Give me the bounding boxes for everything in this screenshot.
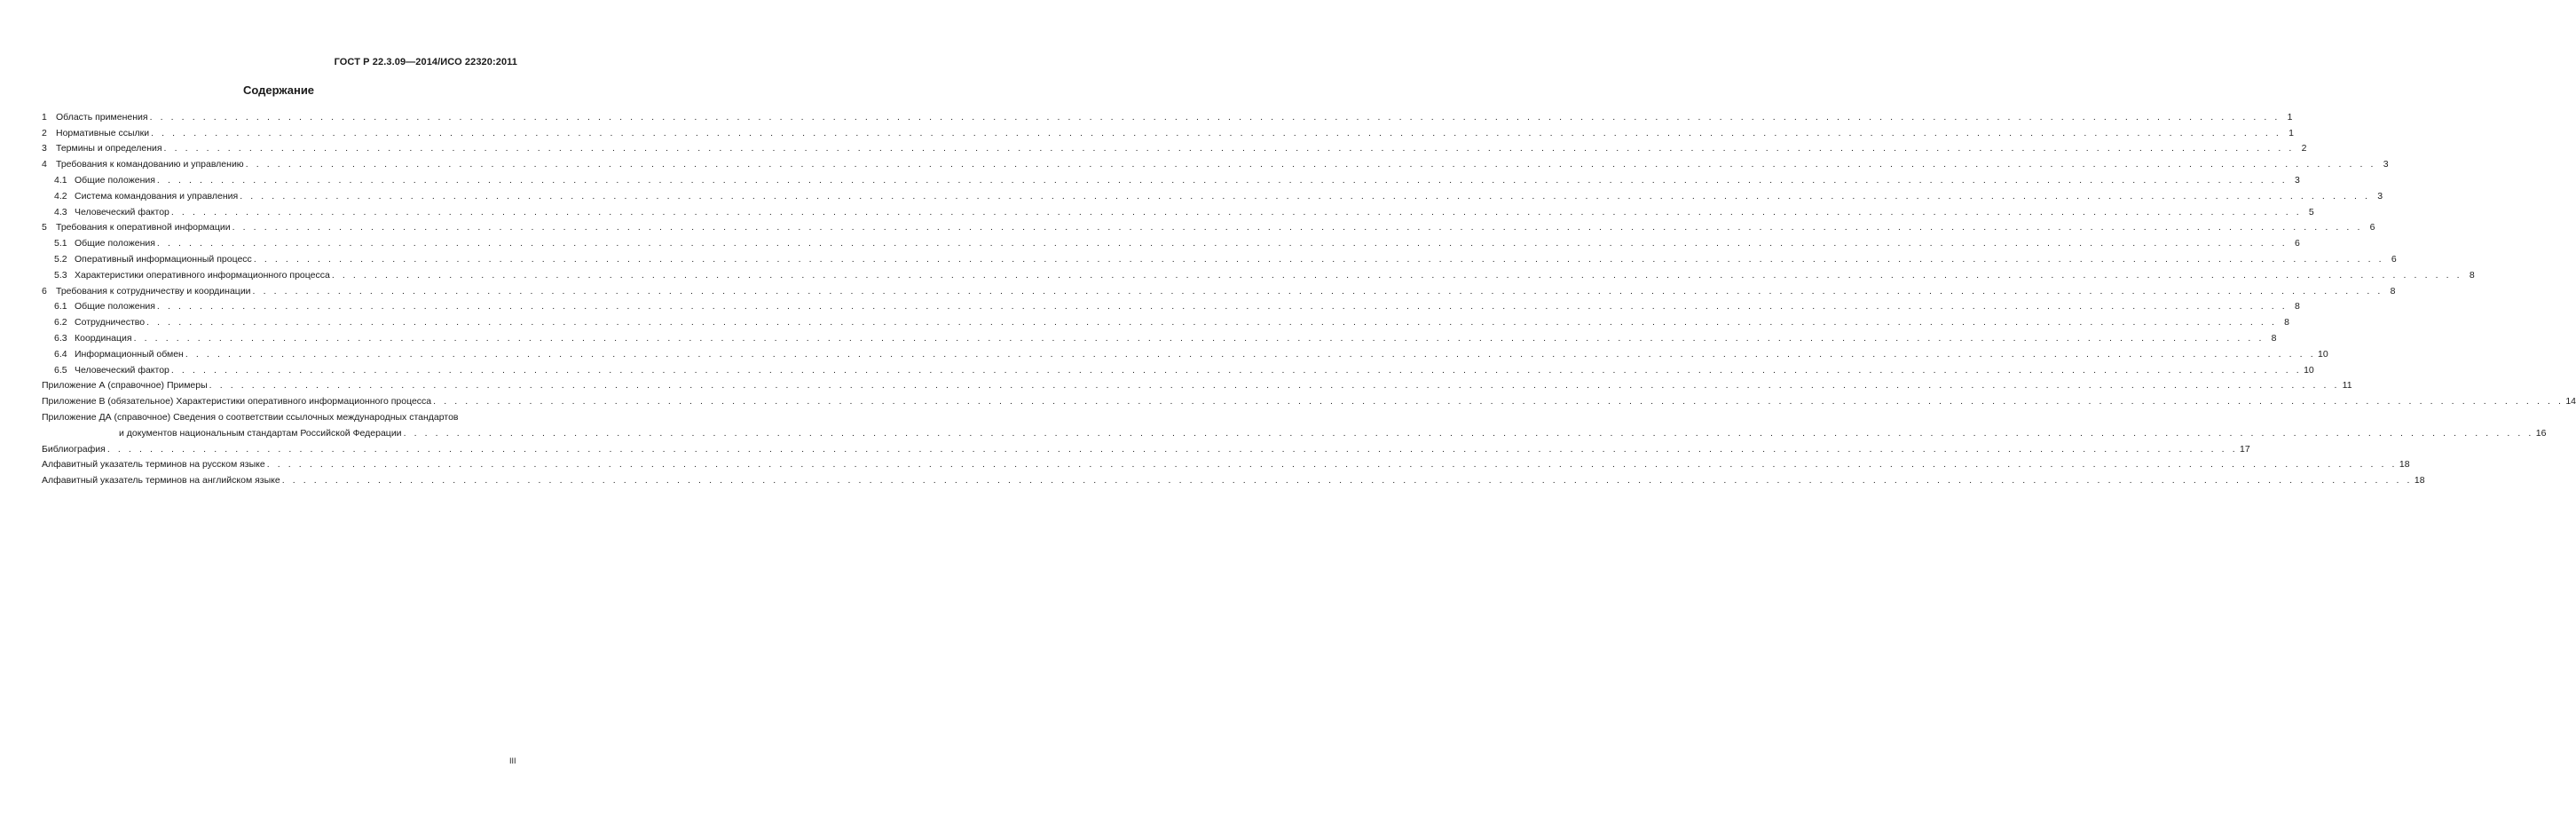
toc-entry-page: 3 — [2383, 159, 2389, 170]
toc-entry-number: 5.1 — [54, 238, 67, 249]
toc-entry[interactable] — [42, 283, 2396, 299]
toc-entry-label: Приложение А (справочное) Примеры — [42, 380, 208, 392]
toc-entry[interactable] — [42, 378, 2352, 394]
toc-entry-page: 1 — [2287, 111, 2293, 123]
toc-entry-page: 8 — [2294, 301, 2300, 313]
leader-dots: . . . . . . . . . . . . . . . . . . . . . . . . . . . . . . . . . . . . . . . . . . . . . . . . . . . . . . . . . . . . . . . . . . . . . . . . . . . . . . . . . . . . . . . . . . . . . . . . . . . . . . . . . . . . . . . . . . . . . . . . . . . . . . . . . . . . . . . . . . . . . . . . . . . . . . . . . . . . . . . . . . . . . . . . . . . . . . . . . . . . . . . . . . . . . . . . . . . . . . . . — [331, 269, 2462, 281]
leader-dots: . . . . . . . . . . . . . . . . . . . . . . . . . . . . . . . . . . . . . . . . . . . . . . . . . . . . . . . . . . . . . . . . . . . . . . . . . . . . . . . . . . . . . . . . . . . . . . . . . . . . . . . . . . . . . . . . . . . . . . . . . . . . . . . . . . . . . . . . . . . . . . . . . . . . . . . . . . . . . . . . . . . . . . . . . . . . . . . . . . . . . . . . . . . . . . . . . . . . . . . . — [156, 238, 2288, 249]
leader-dots: . . . . . . . . . . . . . . . . . . . . . . . . . . . . . . . . . . . . . . . . . . . . . . . . . . . . . . . . . . . . . . . . . . . . . . . . . . . . . . . . . . . . . . . . . . . . . . . . . . . . . . . . . . . . . . . . . . . . . . . . . . . . . . . . . . . . . . . . . . . . . . . . . . . . . . . . . . . . . . . . . . . . . . . . . . . . . . . . . . . . . . . . . . . . . . . . . . . . . . . . — [156, 174, 2288, 186]
toc-entry-label: Человеческий фактор — [75, 206, 169, 218]
toc-entry[interactable] — [42, 235, 2300, 251]
toc-entry-number: 4.1 — [54, 174, 67, 186]
toc-entry[interactable] — [42, 220, 2375, 236]
toc-entry[interactable] — [42, 457, 2410, 473]
toc-entry-label-continued: и документов национальным стандартам Российской Федерации — [119, 427, 402, 439]
toc-entry-label: Характеристики оперативного информационного процесса — [75, 269, 330, 281]
toc-entry-label: Алфавитный указатель терминов на английском языке — [42, 475, 280, 487]
toc-entry-page: 8 — [2271, 332, 2277, 344]
toc-title: Содержание — [242, 83, 315, 97]
toc-entry-number: 4.3 — [54, 206, 67, 218]
toc-entry-page: 17 — [2240, 443, 2250, 455]
toc-entry-label: Алфавитный указатель терминов на русском языке — [42, 459, 265, 471]
toc-entry-page: 5 — [2308, 206, 2314, 218]
toc-entry-number: 6.1 — [54, 301, 67, 313]
toc-entry-page: 3 — [2294, 174, 2300, 186]
toc-entry[interactable] — [42, 299, 2300, 315]
leader-dots: . . . . . . . . . . . . . . . . . . . . . . . . . . . . . . . . . . . . . . . . . . . . . . . . . . . . . . . . . . . . . . . . . . . . . . . . . . . . . . . . . . . . . . . . . . . . . . . . . . . . . . . . . . . . . . . . . . . . . . . . . . . . . . . . . . . . . . . . . . . . . . . . . . . . . . . . . . . . . . . . . . . . . . . . . . . . . . . . . . . . . . . . . . . . . . . . . . . . . . . . — [433, 396, 2564, 408]
toc-entry-number: 4.2 — [54, 190, 67, 202]
toc-entry[interactable] — [42, 251, 2397, 267]
leader-dots: . . . . . . . . . . . . . . . . . . . . . . . . . . . . . . . . . . . . . . . . . . . . . . . . . . . . . . . . . . . . . . . . . . . . . . . . . . . . . . . . . . . . . . . . . . . . . . . . . . . . . . . . . . . . . . . . . . . . . . . . . . . . . . . . . . . . . . . . . . . . . . . . . . . . . . . . . . . . . . . . . . . . . . . . . . . . . . . . . . . . . . . . . . . . . . . . . . . . . . . . — [266, 459, 2398, 471]
toc-entry-label: Приложение ДА (справочное) Сведения о соответствии ссылочных международных стандартов — [42, 412, 459, 423]
toc-entry-number: 6.5 — [54, 364, 67, 376]
toc-entry-page: 1 — [2288, 127, 2294, 138]
toc-entry-label: Требования к сотрудничеству и координации — [56, 285, 251, 297]
toc-entry-label: Нормативные ссылки — [56, 127, 150, 138]
document-code: ГОСТ Р 22.3.09—2014/ИСО 22320:2011 — [334, 57, 517, 67]
toc-entry-label: Приложение В (обязательное) Характеристики оперативного информационного процесса — [42, 396, 432, 408]
leader-dots: . . . . . . . . . . . . . . . . . . . . . . . . . . . . . . . . . . . . . . . . . . . . . . . . . . . . . . . . . . . . . . . . . . . . . . . . . . . . . . . . . . . . . . . . . . . . . . . . . . . . . . . . . . . . . . . . . . . . . . . . . . . . . . . . . . . . . . . . . . . . . . . . . . . . . . . . . . . . . . . . . . . . . . . . . . . . . . . . . . . . . . . . . . . . . . . . . . . . . . . . — [106, 443, 2238, 455]
toc-entry[interactable] — [42, 409, 2547, 441]
toc-entry-page: 16 — [2535, 427, 2547, 439]
toc-entry-label: Общие положения — [75, 174, 155, 186]
toc-entry-number: 5.3 — [54, 269, 67, 281]
leader-dots: . . . . . . . . . . . . . . . . . . . . . . . . . . . . . . . . . . . . . . . . . . . . . . . . . . . . . . . . . . . . . . . . . . . . . . . . . . . . . . . . . . . . . . . . . . . . . . . . . . . . . . . . . . . . . . . . . . . . . . . . . . . . . . . . . . . . . . . . . . . . . . . . . . . . . . . . . . . . . . . . . . . . . . . . . . . . . . . . . . . . . . . . . . . . . . . . . . . . . . . . — [146, 317, 2277, 328]
toc-entry[interactable] — [42, 346, 2328, 362]
toc-entry-number: 6.4 — [54, 348, 67, 360]
toc-entry-label: Человеческий фактор — [75, 364, 169, 376]
leader-dots: . . . . . . . . . . . . . . . . . . . . . . . . . . . . . . . . . . . . . . . . . . . . . . . . . . . . . . . . . . . . . . . . . . . . . . . . . . . . . . . . . . . . . . . . . . . . . . . . . . . . . . . . . . . . . . . . . . . . . . . . . . . . . . . . . . . . . . . . . . . . . . . . . . . . . . . . . . . . . . . . . . . . . . . . . . . . . . . . . . . . . . . . . . . . . . . . . . . . . . . . — [245, 159, 2376, 170]
toc-entry-page: 18 — [2399, 459, 2410, 471]
leader-dots: . . . . . . . . . . . . . . . . . . . . . . . . . . . . . . . . . . . . . . . . . . . . . . . . . . . . . . . . . . . . . . . . . . . . . . . . . . . . . . . . . . . . . . . . . . . . . . . . . . . . . . . . . . . . . . . . . . . . . . . . . . . . . . . . . . . . . . . . . . . . . . . . . . . . . . . . . . . . . . . . . . . . . . . . . . . . . . . . . . . . . . . . . . . . . . . . . . . . . . . . — [281, 475, 2413, 487]
toc-entry-page: 2 — [2301, 143, 2307, 154]
toc-entry-page: 6 — [2369, 222, 2375, 233]
toc-entry-label: Общие положения — [75, 301, 155, 313]
toc-entry-label: Сотрудничество — [75, 317, 146, 328]
toc-entry-page: 6 — [2391, 253, 2397, 265]
toc-entry-page: 10 — [2304, 364, 2314, 376]
table-of-contents — [42, 109, 2576, 488]
toc-entry-number: 6 — [42, 285, 47, 297]
toc-entry-page: 14 — [2565, 396, 2576, 408]
toc-entry-label: Требования к командованию и управлению — [56, 159, 244, 170]
toc-entry-page: 11 — [2342, 380, 2352, 392]
toc-entry[interactable] — [42, 141, 2307, 157]
toc-entry-number: 5.2 — [54, 253, 67, 265]
toc-entry[interactable] — [42, 267, 2475, 283]
toc-entry[interactable] — [42, 156, 2389, 172]
leader-dots: . . . . . . . . . . . . . . . . . . . . . . . . . . . . . . . . . . . . . . . . . . . . . . . . . . . . . . . . . . . . . . . . . . . . . . . . . . . . . . . . . . . . . . . . . . . . . . . . . . . . . . . . . . . . . . . . . . . . . . . . . . . . . . . . . . . . . . . . . . . . . . . . . . . . . . . . . . . . . . . . . . . . . . . . . . . . . . . . . . . . . . . . . . . . . . . . . . . . . . . . — [240, 190, 2371, 202]
toc-entry[interactable] — [42, 125, 2294, 141]
toc-entry-number: 4 — [42, 159, 47, 170]
leader-dots: . . . . . . . . . . . . . . . . . . . . . . . . . . . . . . . . . . . . . . . . . . . . . . . . . . . . . . . . . . . . . . . . . . . . . . . . . . . . . . . . . . . . . . . . . . . . . . . . . . . . . . . . . . . . . . . . . . . . . . . . . . . . . . . . . . . . . . . . . . . . . . . . . . . . . . . . . . . . . . . . . . . . . . . . . . . . . . . . . . . . . . . . . . . . . . . . . . . . . . . . — [403, 427, 2534, 439]
toc-entry-number: 3 — [42, 143, 47, 154]
toc-entry-label: Оперативный информационный процесс — [75, 253, 252, 265]
leader-dots: . . . . . . . . . . . . . . . . . . . . . . . . . . . . . . . . . . . . . . . . . . . . . . . . . . . . . . . . . . . . . . . . . . . . . . . . . . . . . . . . . . . . . . . . . . . . . . . . . . . . . . . . . . . . . . . . . . . . . . . . . . . . . . . . . . . . . . . . . . . . . . . . . . . . . . . . . . . . . . . . . . . . . . . . . . . . . . . . . . . . . . . . . . . . . . . . . . . . . . . . — [133, 332, 2265, 344]
toc-entry-page: 8 — [2284, 317, 2289, 328]
toc-entry[interactable] — [42, 441, 2250, 457]
leader-dots: . . . . . . . . . . . . . . . . . . . . . . . . . . . . . . . . . . . . . . . . . . . . . . . . . . . . . . . . . . . . . . . . . . . . . . . . . . . . . . . . . . . . . . . . . . . . . . . . . . . . . . . . . . . . . . . . . . . . . . . . . . . . . . . . . . . . . . . . . . . . . . . . . . . . . . . . . . . . . . . . . . . . . . . . . . . . . . . . . . . . . . . . . . . . . . . . . . . . . . . . — [232, 222, 2363, 233]
leader-dots: . . . . . . . . . . . . . . . . . . . . . . . . . . . . . . . . . . . . . . . . . . . . . . . . . . . . . . . . . . . . . . . . . . . . . . . . . . . . . . . . . . . . . . . . . . . . . . . . . . . . . . . . . . . . . . . . . . . . . . . . . . . . . . . . . . . . . . . . . . . . . . . . . . . . . . . . . . . . . . . . . . . . . . . . . . . . . . . . . . . . . . . . . . . . . . . . . . . . . . . . — [163, 143, 2295, 154]
toc-entry-label: Координация — [75, 332, 132, 344]
toc-entry-page: 8 — [2390, 285, 2396, 297]
leader-dots: . . . . . . . . . . . . . . . . . . . . . . . . . . . . . . . . . . . . . . . . . . . . . . . . . . . . . . . . . . . . . . . . . . . . . . . . . . . . . . . . . . . . . . . . . . . . . . . . . . . . . . . . . . . . . . . . . . . . . . . . . . . . . . . . . . . . . . . . . . . . . . . . . . . . . . . . . . . . . . . . . . . . . . . . . . . . . . . . . . . . . . . . . . . . . . . . . . . . . . . . — [170, 364, 2302, 376]
page-number: III — [509, 756, 516, 765]
toc-entry-number: 5 — [42, 222, 47, 233]
toc-entry-label: Информационный обмен — [75, 348, 184, 360]
toc-entry-label: Библиография — [42, 443, 106, 455]
toc-entry-page: 3 — [2377, 190, 2383, 202]
toc-entry-page: 10 — [2318, 348, 2328, 360]
toc-entry-label: Область применения — [56, 111, 148, 123]
toc-entry[interactable] — [42, 314, 2289, 330]
toc-entry-number: 2 — [42, 127, 47, 138]
leader-dots: . . . . . . . . . . . . . . . . . . . . . . . . . . . . . . . . . . . . . . . . . . . . . . . . . . . . . . . . . . . . . . . . . . . . . . . . . . . . . . . . . . . . . . . . . . . . . . . . . . . . . . . . . . . . . . . . . . . . . . . . . . . . . . . . . . . . . . . . . . . . . . . . . . . . . . . . . . . . . . . . . . . . . . . . . . . . . . . . . . . . . . . . . . . . . . . . . . . . . . . . — [252, 285, 2383, 297]
toc-entry-label: Система командования и управления — [75, 190, 239, 202]
toc-entry[interactable] — [42, 172, 2300, 188]
toc-entry-page: 6 — [2294, 238, 2300, 249]
toc-entry[interactable] — [42, 330, 2277, 346]
leader-dots: . . . . . . . . . . . . . . . . . . . . . . . . . . . . . . . . . . . . . . . . . . . . . . . . . . . . . . . . . . . . . . . . . . . . . . . . . . . . . . . . . . . . . . . . . . . . . . . . . . . . . . . . . . . . . . . . . . . . . . . . . . . . . . . . . . . . . . . . . . . . . . . . . . . . . . . . . . . . . . . . . . . . . . . . . . . . . . . . . . . . . . . . . . . . . . . . . . . . . . . . — [156, 301, 2288, 313]
toc-entry[interactable] — [42, 393, 2576, 409]
leader-dots: . . . . . . . . . . . . . . . . . . . . . . . . . . . . . . . . . . . . . . . . . . . . . . . . . . . . . . . . . . . . . . . . . . . . . . . . . . . . . . . . . . . . . . . . . . . . . . . . . . . . . . . . . . . . . . . . . . . . . . . . . . . . . . . . . . . . . . . . . . . . . . . . . . . . . . . . . . . . . . . . . . . . . . . . . . . . . . . . . . . . . . . . . . . . . . . . . . . . . . . . — [253, 253, 2384, 265]
leader-dots: . . . . . . . . . . . . . . . . . . . . . . . . . . . . . . . . . . . . . . . . . . . . . . . . . . . . . . . . . . . . . . . . . . . . . . . . . . . . . . . . . . . . . . . . . . . . . . . . . . . . . . . . . . . . . . . . . . . . . . . . . . . . . . . . . . . . . . . . . . . . . . . . . . . . . . . . . . . . . . . . . . . . . . . . . . . . . . . . . . . . . . . . . . . . . . . . . . . . . . . . — [209, 380, 2340, 392]
toc-entry-number: 6.3 — [54, 332, 67, 344]
toc-entry-label: Термины и определения — [56, 143, 162, 154]
toc-entry-number: 6.2 — [54, 317, 67, 328]
toc-entry[interactable] — [42, 362, 2314, 378]
leader-dots: . . . . . . . . . . . . . . . . . . . . . . . . . . . . . . . . . . . . . . . . . . . . . . . . . . . . . . . . . . . . . . . . . . . . . . . . . . . . . . . . . . . . . . . . . . . . . . . . . . . . . . . . . . . . . . . . . . . . . . . . . . . . . . . . . . . . . . . . . . . . . . . . . . . . . . . . . . . . . . . . . . . . . . . . . . . . . . . . . . . . . . . . . . . . . . . . . . . . . . . . — [151, 127, 2281, 138]
toc-entry-page: 18 — [2414, 475, 2425, 487]
toc-entry[interactable] — [42, 188, 2383, 204]
toc-entry-label: Требования к оперативной информации — [56, 222, 231, 233]
leader-dots: . . . . . . . . . . . . . . . . . . . . . . . . . . . . . . . . . . . . . . . . . . . . . . . . . . . . . . . . . . . . . . . . . . . . . . . . . . . . . . . . . . . . . . . . . . . . . . . . . . . . . . . . . . . . . . . . . . . . . . . . . . . . . . . . . . . . . . . . . . . . . . . . . . . . . . . . . . . . . . . . . . . . . . . . . . . . . . . . . . . . . . . . . . . . . . . . . . . . . . . . — [149, 111, 2281, 123]
leader-dots: . . . . . . . . . . . . . . . . . . . . . . . . . . . . . . . . . . . . . . . . . . . . . . . . . . . . . . . . . . . . . . . . . . . . . . . . . . . . . . . . . . . . . . . . . . . . . . . . . . . . . . . . . . . . . . . . . . . . . . . . . . . . . . . . . . . . . . . . . . . . . . . . . . . . . . . . . . . . . . . . . . . . . . . . . . . . . . . . . . . . . . . . . . . . . . . . . . . . . . . . — [185, 348, 2316, 360]
toc-entry[interactable] — [42, 472, 2425, 488]
toc-entry-label: Общие положения — [75, 238, 155, 249]
leader-dots: . . . . . . . . . . . . . . . . . . . . . . . . . . . . . . . . . . . . . . . . . . . . . . . . . . . . . . . . . . . . . . . . . . . . . . . . . . . . . . . . . . . . . . . . . . . . . . . . . . . . . . . . . . . . . . . . . . . . . . . . . . . . . . . . . . . . . . . . . . . . . . . . . . . . . . . . . . . . . . . . . . . . . . . . . . . . . . . . . . . . . . . . . . . . . . . . . . . . . . . . — [170, 206, 2302, 218]
toc-entry[interactable] — [42, 204, 2314, 220]
toc-entry[interactable] — [42, 109, 2293, 125]
toc-entry-number: 1 — [42, 111, 47, 123]
toc-entry-page: 8 — [2469, 269, 2475, 281]
